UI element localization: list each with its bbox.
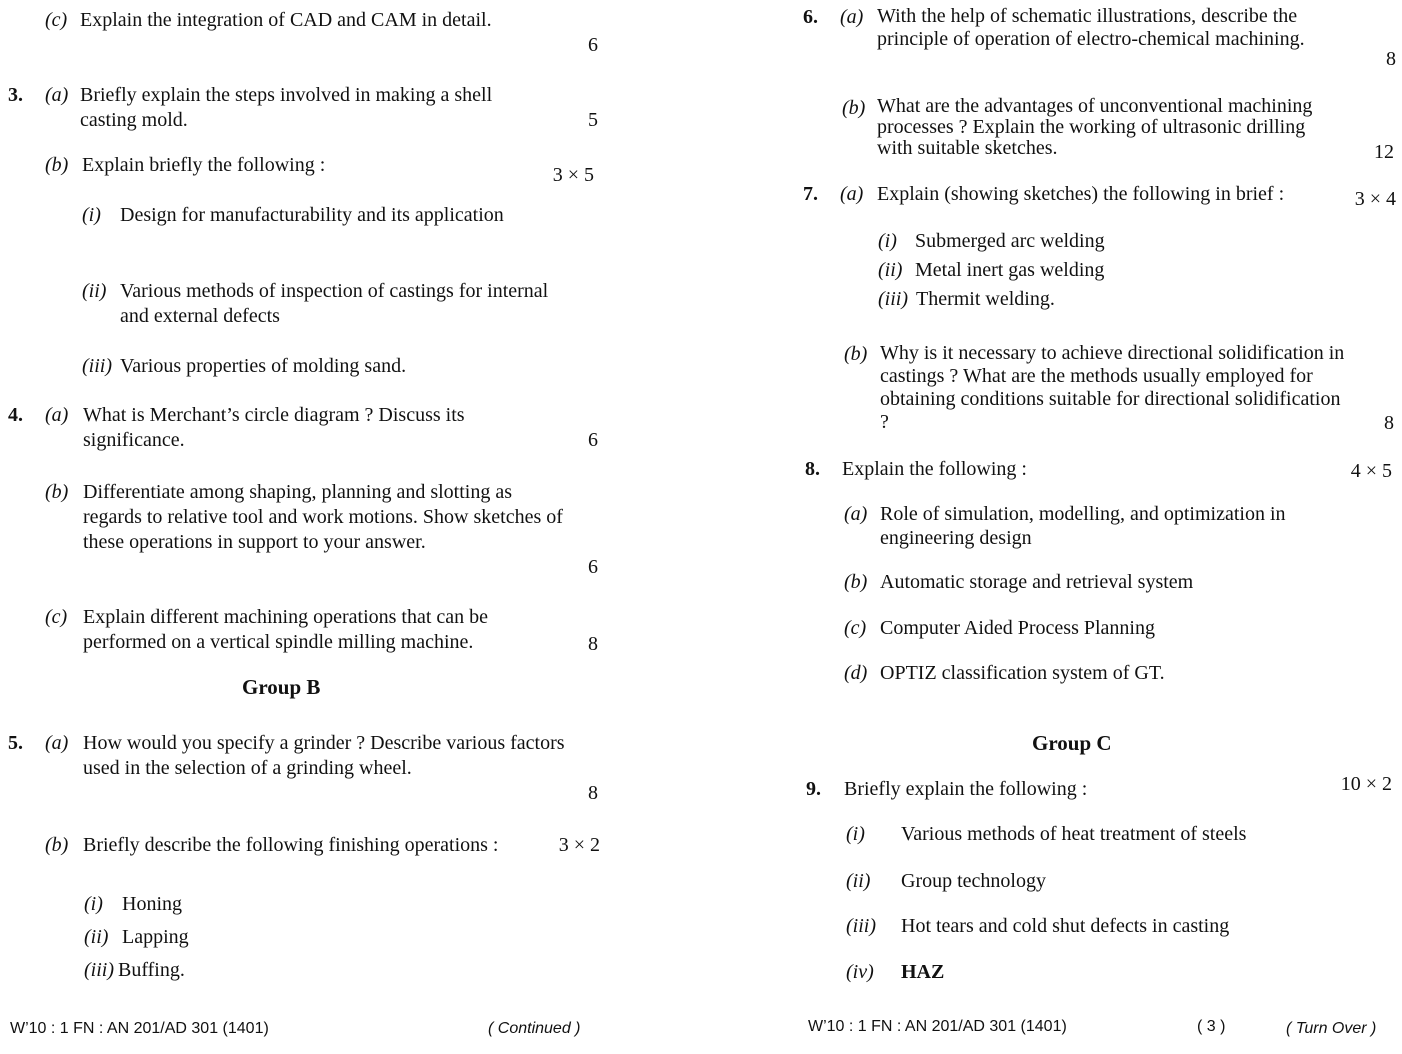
q7a-item-text: Submerged arc welding (915, 230, 1105, 252)
q5b-item-label: (ii) (84, 926, 109, 948)
q9-text: Briefly explain the following : (844, 778, 1088, 800)
q5-number: 5. (8, 732, 23, 754)
q7a-item-label: (i) (878, 230, 897, 252)
q9-item-label: (i) (846, 823, 865, 845)
q6a-text: With the help of schematic illustrations, describe the principle of operation of electro-chemical machining. (877, 5, 1305, 50)
q7-number: 7. (803, 183, 818, 205)
q5b-item-text: Lapping (122, 926, 189, 948)
q8-text: Explain the following : (842, 458, 1027, 480)
q5a-marks: 8 (588, 782, 598, 804)
q8-item-text: Computer Aided Process Planning (880, 617, 1155, 639)
q5a-text: How would you specify a grinder ? Describe various factors used in the selection of a grinding wheel. (83, 732, 565, 779)
q3b-marks: 3 × 5 (552, 164, 594, 186)
q6b-marks: 12 (1374, 141, 1394, 163)
q4c-marks: 8 (588, 633, 598, 655)
q7b-label: (b) (844, 343, 868, 365)
q8-item-label: (c) (844, 617, 867, 639)
q8-marks: 4 × 5 (1350, 460, 1392, 482)
q4b-marks: 6 (588, 556, 598, 578)
q2c-label: (c) (45, 9, 68, 31)
q3b-label: (b) (45, 154, 69, 176)
q8-item-label: (a) (844, 503, 868, 525)
q6-number: 6. (803, 6, 818, 28)
q8-item-label: (b) (844, 571, 868, 593)
group-b-heading: Group B (242, 675, 321, 699)
footer-turn-over: ( Turn Over ) (1286, 1020, 1377, 1037)
footer-code: W’10 : 1 FN : AN 201/AD 301 (1401) (808, 1018, 1067, 1035)
q6b-text: What are the advantages of unconventional machining processes ? Explain the working of ultrasonic drilling with suitable sketches. (877, 95, 1313, 159)
q7a-text: Explain (showing sketches) the following in brief : (877, 183, 1285, 205)
q5b-text: Briefly describe the following finishing operations : (83, 834, 499, 856)
q6a-label: (a) (840, 6, 864, 28)
q3a-label: (a) (45, 84, 69, 106)
q2c-text: Explain the integration of CAD and CAM in detail. (80, 9, 492, 31)
q9-item-text: HAZ (901, 961, 945, 983)
q5a-label: (a) (45, 732, 69, 754)
q9-item-label: (iii) (846, 915, 876, 937)
q8-item-label: (d) (844, 662, 868, 684)
q7a-item-label: (iii) (878, 288, 908, 310)
q3b-item-label: (iii) (82, 355, 112, 377)
footer-page-number: ( 3 ) (1197, 1018, 1226, 1035)
q5b-marks: 3 × 2 (558, 834, 600, 856)
q4a-text: What is Merchant’s circle diagram ? Discuss its significance. (83, 404, 465, 451)
q4b-text: Differentiate among shaping, planning and slotting as regards to relative tool and work motions. Show sketches of these operations in support to your answer. (83, 481, 563, 553)
q8-item-text: OPTIZ classification system of GT. (880, 662, 1165, 684)
q5b-item-text: Honing (122, 893, 182, 915)
q9-item-label: (ii) (846, 870, 871, 892)
q3b-text: Explain briefly the following : (82, 154, 326, 176)
q6a-marks: 8 (1386, 48, 1396, 70)
q7a-item-label: (ii) (878, 259, 903, 281)
q8-number: 8. (805, 458, 820, 480)
q7a-marks: 3 × 4 (1354, 188, 1396, 210)
q3b-item-text: Various properties of molding sand. (120, 355, 407, 377)
q6b-label: (b) (842, 97, 866, 119)
q9-number: 9. (806, 778, 821, 800)
q5b-item-label: (i) (84, 893, 103, 915)
q9-item-text: Group technology (901, 870, 1046, 892)
q5b-item-text: Buffing. (118, 959, 185, 981)
q3b-item-label: (i) (82, 204, 101, 226)
q3a-text: Briefly explain the steps involved in making a shell casting mold. (80, 84, 493, 131)
q5b-item-label: (iii) (84, 959, 114, 981)
q9-item-text: Hot tears and cold shut defects in casting (901, 915, 1230, 937)
q7a-item-text: Thermit welding. (916, 288, 1055, 310)
q3-number: 3. (8, 84, 23, 106)
q9-item-label: (iv) (846, 961, 874, 983)
q5b-label: (b) (45, 834, 69, 856)
q7b-marks: 8 (1384, 412, 1394, 434)
q3b-item-text: Various methods of inspection of castings for internal and external defects (120, 280, 549, 327)
q9-item-text: Various methods of heat treatment of steels (901, 823, 1247, 845)
q3b-item-text: Design for manufacturability and its application (120, 204, 504, 226)
group-c-heading: Group C (1032, 731, 1112, 755)
q7a-item-text: Metal inert gas welding (915, 259, 1105, 281)
footer-continued: ( Continued ) (488, 1020, 581, 1037)
q7a-label: (a) (840, 183, 864, 205)
q8-item-text: Role of simulation, modelling, and optimization in engineering design (880, 503, 1286, 549)
q4a-marks: 6 (588, 429, 598, 451)
q7b-text: Why is it necessary to achieve directional solidification in castings ? What are the methods usually employed for obtaining conditions suitable for directional solidification ? (880, 342, 1345, 433)
q8-item-text: Automatic storage and retrieval system (880, 571, 1194, 593)
q4c-text: Explain different machining operations that can be performed on a vertical spindle milling machine. (83, 606, 489, 653)
q9-marks: 10 × 2 (1340, 773, 1392, 795)
q4c-label: (c) (45, 606, 68, 628)
q4b-label: (b) (45, 481, 69, 503)
q2c-marks: 6 (588, 34, 598, 56)
footer-code: W’10 : 1 FN : AN 201/AD 301 (1401) (10, 1020, 269, 1037)
q4a-label: (a) (45, 404, 69, 426)
q4-number: 4. (8, 404, 23, 426)
q3a-marks: 5 (588, 109, 598, 131)
q3b-item-label: (ii) (82, 280, 107, 302)
